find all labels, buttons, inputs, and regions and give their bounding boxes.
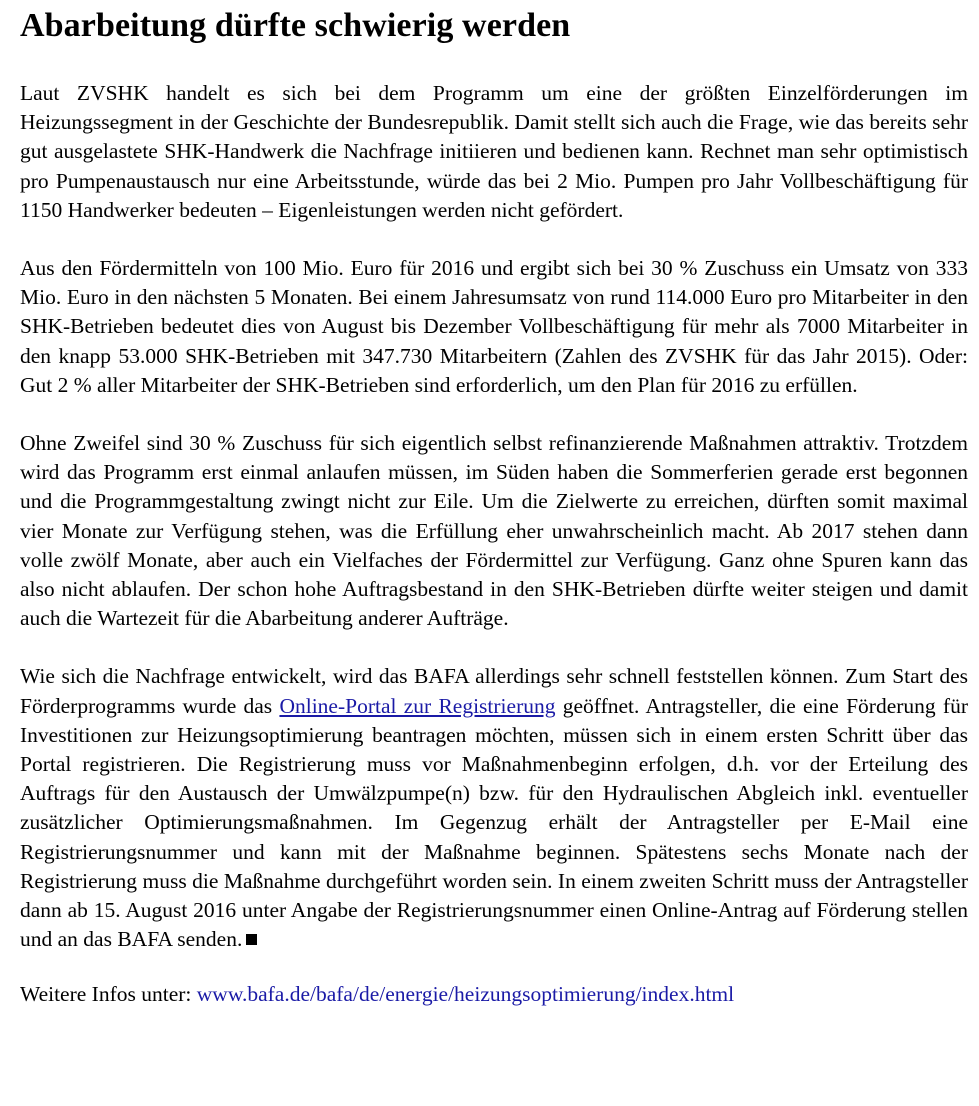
online-portal-link[interactable]: Online-Portal zur Registrierung [279, 693, 556, 718]
article [20, 0, 968, 1009]
paragraph-program-timing: Ohne Zweifel sind 30 % Zuschuss für sich eigentlich selbst refinanzierende Maßnahmen attraktiv. Trotzdem wird das Programm erst einmal anlaufen müssen, im Süden haben die Sommerferien gerade erst begonnen und die Programmgestaltung zwingt nicht zur Eile. Um die Zielwerte zu erreichen, dürften somit maximal vier Monate zur Verfügung stehen, was die Erfüllung eher unwahrscheinlich macht. Ab 2017 stehen dann volle zwölf Monate, aber auch ein Vielfaches der Fördermittel zur Verfügung. Ganz ohne Spuren kann das also nicht ablaufen. Der schon hohe Auftragsbestand in den SHK-Betrieben dürfte weiter steigen und damit auch die Wartezeit für die Abarbeitung anderer Aufträge. [20, 431, 968, 631]
registration-text-end: geöffnet. Antragsteller, die eine Förderung für Investitionen zur Heizungsoptimierung beantragen möchten, müssen sich in einem ersten Schritt über das Portal registrieren. Die Registrierung muss vor Maßnahmenbeginn erfolgen, d.h. vor der Erteilung des Auftrags für den Austausch der Umwälzpumpe(n) bzw. für den Hydraulischen Abgleich inkl. eventueller zusätzlicher Optimierungsmaßnahmen. Im Gegenzug erhält der Antragsteller per E-Mail eine Registrierungsnummer und kann mit der Maßnahme beginnen. Spätestens sechs Monate nach der Registrierung muss die Maßnahme durchgeführt worden sein. In einem zweiten Schritt muss der Antragsteller dann ab 15. August 2016 unter Angabe der Registrierungsnummer einen Online-Antrag auf Förderung stellen und an das BAFA senden. [20, 693, 968, 952]
paragraph-funding-calculation: Aus den Fördermitteln von 100 Mio. Euro für 2016 und ergibt sich bei 30 % Zuschuss ein Umsatz von 333 Mio. Euro in den nächsten 5 Monaten. Bei einem Jahresumsatz von rund 114.000 Euro pro Mitarbeiter in den SHK-Betrieben bedeutet dies von August bis Dezember Vollbeschäftigung für mehr als 7000 Mitarbeiter in den knapp 53.000 SHK-Betrieben mit 347.730 Mitarbeitern (Zahlen des ZVSHK für das Jahr 2015). Oder: Gut 2 % aller Mitarbeiter der SHK-Betrieben sind erforderlich, um den Plan für 2016 zu erfüllen. [20, 256, 968, 397]
paragraph-registration [20, 662, 968, 954]
end-of-article-square-icon [246, 934, 257, 945]
more-info-line [20, 980, 968, 1009]
more-info-label: Weitere Infos unter: [20, 982, 197, 1007]
bafa-url-link[interactable]: www.bafa.de/bafa/de/energie/heizungsoptimierung/index.html [196, 982, 735, 1007]
registration-text-start: Wie sich die Nachfrage entwickelt, wird das BAFA allerdings sehr schnell feststellen können. Zum Start des Förderprogramms wurde das [20, 664, 968, 718]
paragraph-workload: Laut ZVSHK handelt es sich bei dem Programm um eine der größten Einzelförderungen im Heizungssegment in der Geschichte der Bundesrepublik. Damit stellt sich auch die Frage, wie das bereits sehr gut ausgelastete SHK-Handwerk die Nachfrage initiieren und bedienen kann. Rechnet man sehr optimistisch pro Pumpenaustausch nur eine Arbeitsstunde, würde das bei 2 Mio. Pumpen pro Jahr Vollbeschäftigung für 1150 Handwerker bedeuten – Eigenleistungen werden nicht gefördert. [20, 81, 968, 222]
article-title: Abarbeitung dürfte schwierig werden [20, 7, 571, 44]
